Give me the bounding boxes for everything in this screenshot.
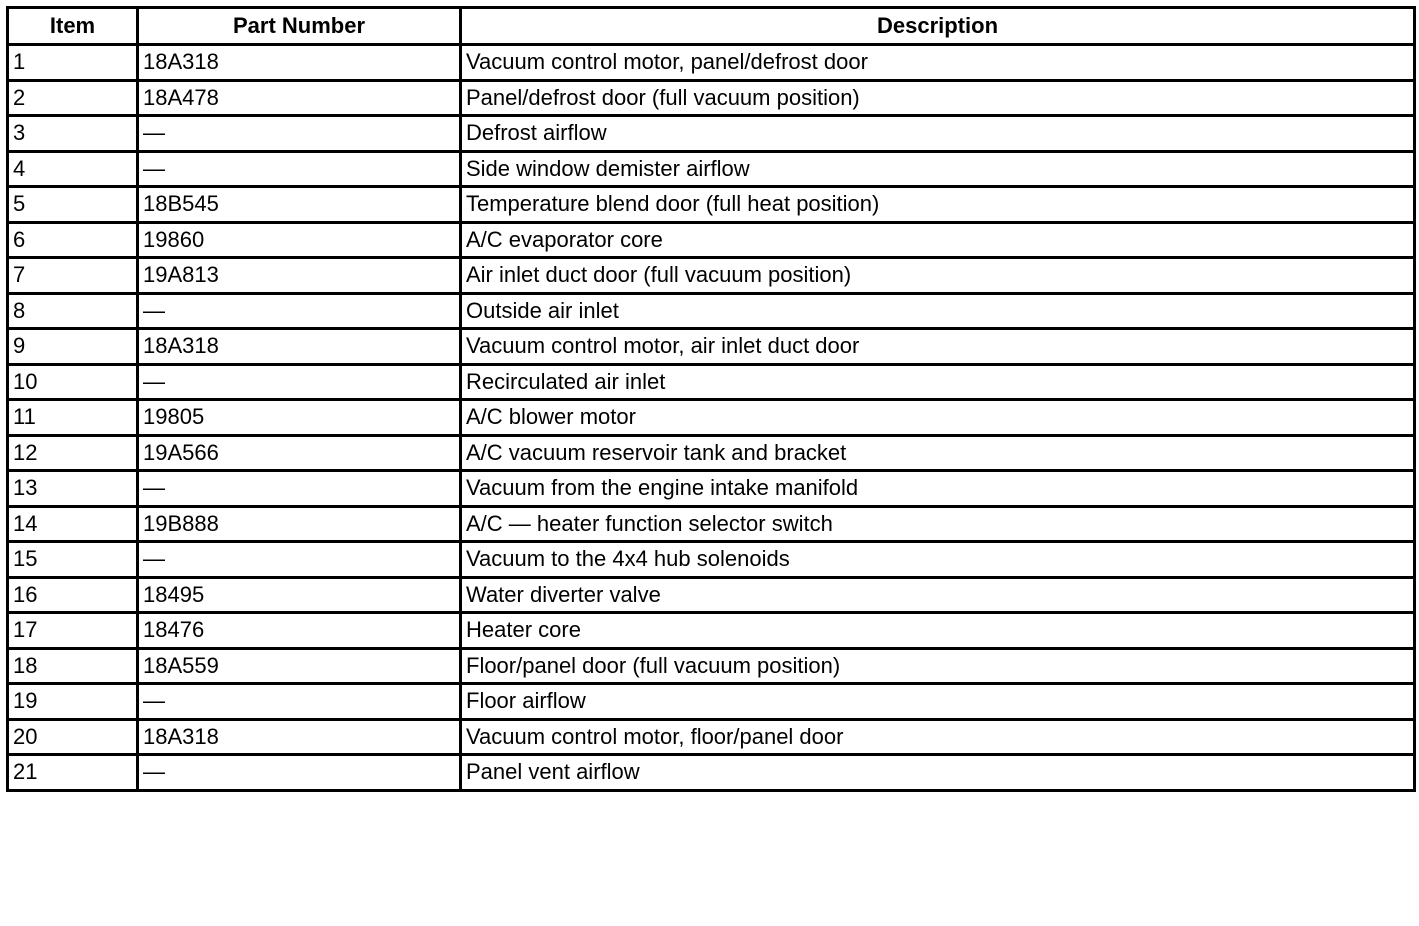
cell-description: A/C blower motor xyxy=(461,400,1415,436)
table-row xyxy=(8,400,1415,436)
table-row xyxy=(8,80,1415,116)
cell-part-number: — xyxy=(138,151,461,187)
table-row xyxy=(8,648,1415,684)
cell-part-number: 18476 xyxy=(138,613,461,649)
cell-item: 19 xyxy=(8,684,138,720)
cell-item: 6 xyxy=(8,222,138,258)
cell-item: 7 xyxy=(8,258,138,294)
cell-item: 13 xyxy=(8,471,138,507)
cell-part-number: — xyxy=(138,542,461,578)
cell-item: 2 xyxy=(8,80,138,116)
cell-description: Recirculated air inlet xyxy=(461,364,1415,400)
table-row xyxy=(8,222,1415,258)
cell-description: Vacuum control motor, air inlet duct door xyxy=(461,329,1415,365)
cell-description: Vacuum control motor, floor/panel door xyxy=(461,719,1415,755)
cell-description: Heater core xyxy=(461,613,1415,649)
cell-description: Vacuum from the engine intake manifold xyxy=(461,471,1415,507)
cell-item: 9 xyxy=(8,329,138,365)
cell-item: 12 xyxy=(8,435,138,471)
header-part-number: Part Number xyxy=(138,8,461,45)
cell-part-number: 18A478 xyxy=(138,80,461,116)
cell-description: A/C — heater function selector switch xyxy=(461,506,1415,542)
cell-description: Panel vent airflow xyxy=(461,755,1415,791)
cell-item: 15 xyxy=(8,542,138,578)
cell-part-number: 19B888 xyxy=(138,506,461,542)
cell-item: 18 xyxy=(8,648,138,684)
table-row xyxy=(8,684,1415,720)
cell-item: 21 xyxy=(8,755,138,791)
cell-description: A/C vacuum reservoir tank and bracket xyxy=(461,435,1415,471)
cell-item: 3 xyxy=(8,116,138,152)
cell-part-number: 18B545 xyxy=(138,187,461,223)
cell-item: 5 xyxy=(8,187,138,223)
cell-description: Floor airflow xyxy=(461,684,1415,720)
table-row xyxy=(8,364,1415,400)
table-row xyxy=(8,613,1415,649)
cell-part-number: — xyxy=(138,471,461,507)
cell-part-number: — xyxy=(138,293,461,329)
table-header xyxy=(8,8,1415,45)
cell-part-number: — xyxy=(138,116,461,152)
cell-description: Temperature blend door (full heat position) xyxy=(461,187,1415,223)
cell-description: Outside air inlet xyxy=(461,293,1415,329)
cell-part-number: 18495 xyxy=(138,577,461,613)
cell-part-number: 19A813 xyxy=(138,258,461,294)
table-row xyxy=(8,506,1415,542)
cell-part-number: — xyxy=(138,684,461,720)
table-row xyxy=(8,471,1415,507)
table-body xyxy=(8,45,1415,791)
cell-item: 20 xyxy=(8,719,138,755)
cell-description: Panel/defrost door (full vacuum position) xyxy=(461,80,1415,116)
cell-part-number: 19A566 xyxy=(138,435,461,471)
table-row xyxy=(8,435,1415,471)
table-row xyxy=(8,719,1415,755)
table-row xyxy=(8,755,1415,791)
cell-description: Side window demister airflow xyxy=(461,151,1415,187)
cell-item: 14 xyxy=(8,506,138,542)
table-row xyxy=(8,151,1415,187)
cell-item: 4 xyxy=(8,151,138,187)
cell-description: Floor/panel door (full vacuum position) xyxy=(461,648,1415,684)
cell-description: A/C evaporator core xyxy=(461,222,1415,258)
cell-part-number: — xyxy=(138,755,461,791)
cell-item: 1 xyxy=(8,45,138,81)
cell-part-number: 18A559 xyxy=(138,648,461,684)
header-description: Description xyxy=(461,8,1415,45)
cell-item: 11 xyxy=(8,400,138,436)
table-row xyxy=(8,116,1415,152)
cell-item: 16 xyxy=(8,577,138,613)
cell-description: Vacuum to the 4x4 hub solenoids xyxy=(461,542,1415,578)
table-row xyxy=(8,187,1415,223)
cell-part-number: 19860 xyxy=(138,222,461,258)
cell-description: Defrost airflow xyxy=(461,116,1415,152)
parts-table xyxy=(6,6,1416,792)
cell-item: 8 xyxy=(8,293,138,329)
cell-item: 17 xyxy=(8,613,138,649)
cell-item: 10 xyxy=(8,364,138,400)
table-row xyxy=(8,293,1415,329)
table-row xyxy=(8,329,1415,365)
header-item: Item xyxy=(8,8,138,45)
cell-description: Water diverter valve xyxy=(461,577,1415,613)
table-row xyxy=(8,45,1415,81)
cell-part-number: 19805 xyxy=(138,400,461,436)
table-row xyxy=(8,542,1415,578)
table-row xyxy=(8,258,1415,294)
cell-description: Air inlet duct door (full vacuum position) xyxy=(461,258,1415,294)
cell-description: Vacuum control motor, panel/defrost door xyxy=(461,45,1415,81)
header-row xyxy=(8,8,1415,45)
table-row xyxy=(8,577,1415,613)
cell-part-number: 18A318 xyxy=(138,329,461,365)
cell-part-number: — xyxy=(138,364,461,400)
cell-part-number: 18A318 xyxy=(138,45,461,81)
cell-part-number: 18A318 xyxy=(138,719,461,755)
